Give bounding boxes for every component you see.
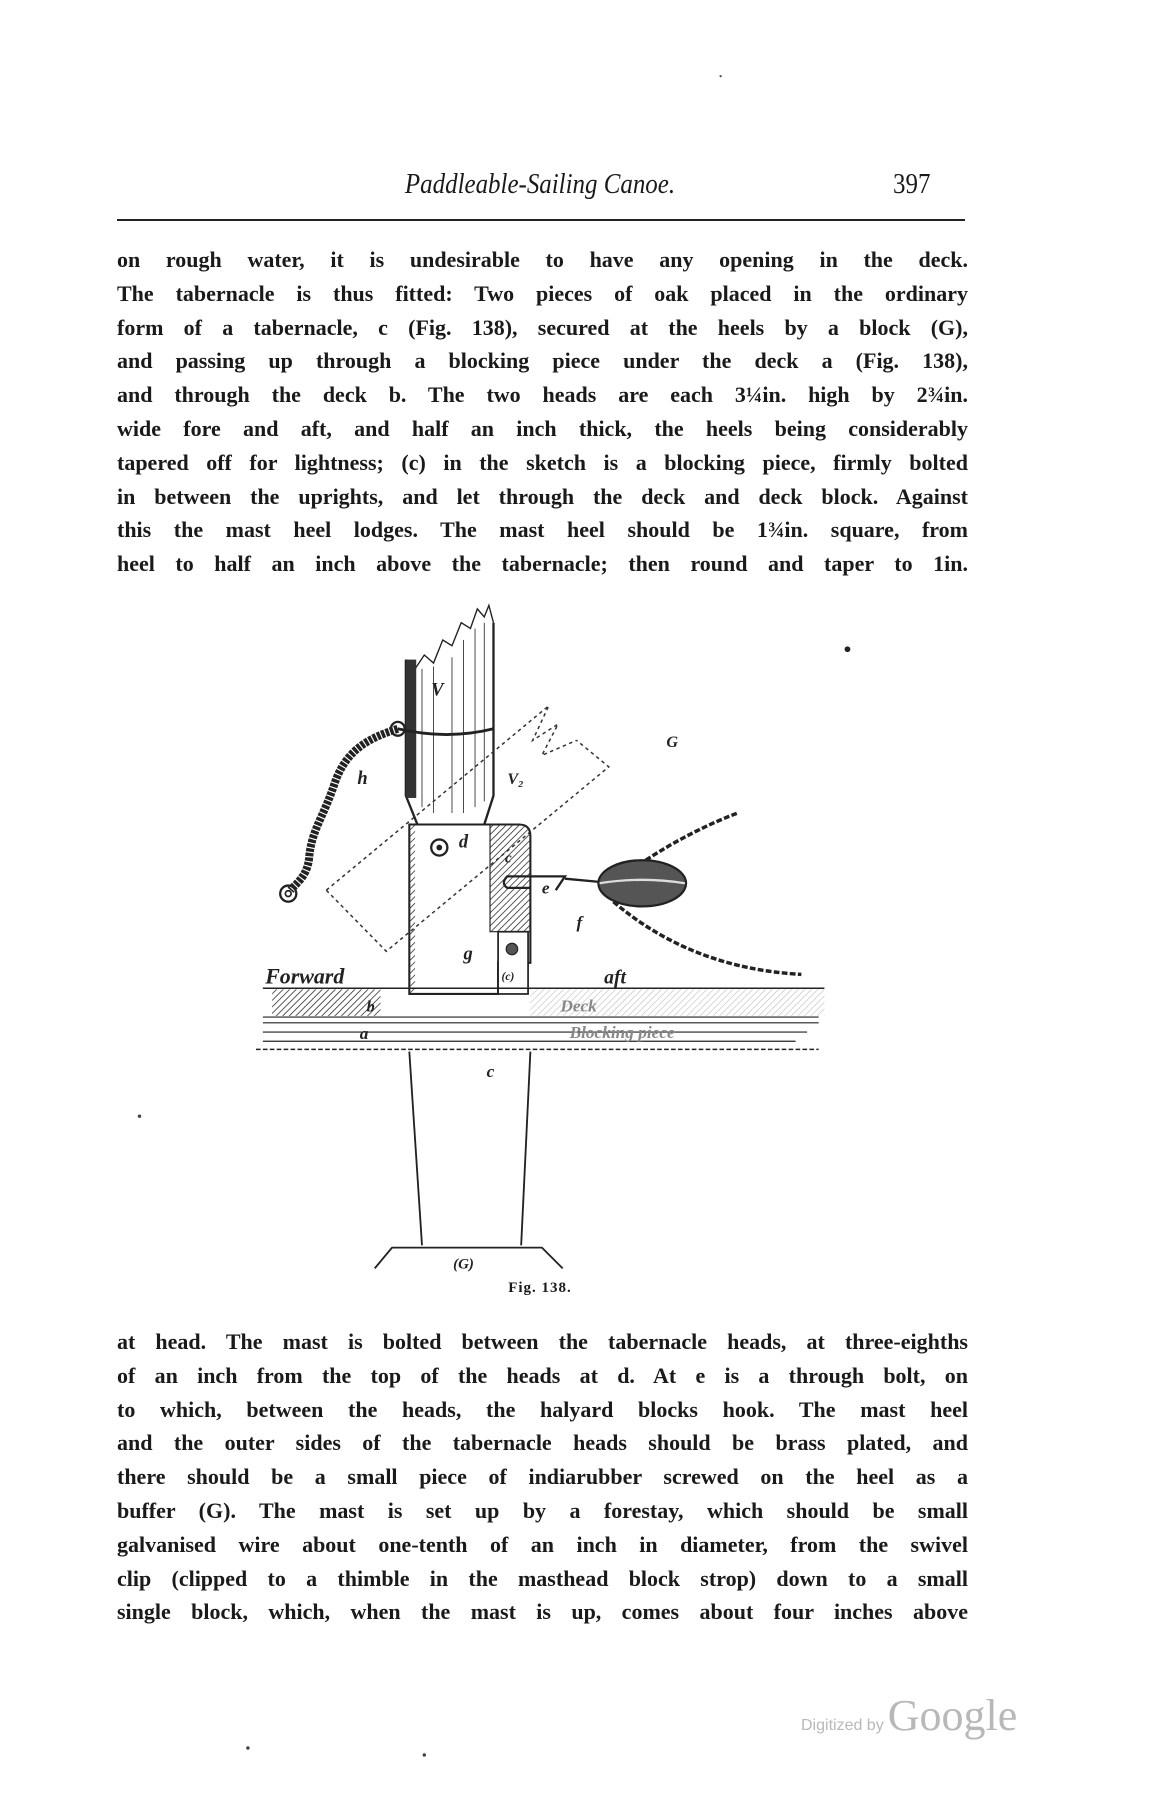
label-blocking-piece: Blocking piece xyxy=(569,1022,675,1042)
text-line: form of a tabernacle, c (Fig. 138), secured at the heels by a block (G), xyxy=(117,314,968,340)
label-h: h xyxy=(357,768,368,789)
label-V: V xyxy=(431,679,444,700)
label-aft: aft xyxy=(604,967,626,989)
digitized-by-google-watermark xyxy=(801,1690,1017,1741)
text-line: heel to half an inch above the tabernacle; then round and taper to 1in. xyxy=(117,551,968,577)
label-b: b xyxy=(366,998,375,1016)
text-line: at head. The mast is bolted between the tabernacle heads, at three-eighths xyxy=(117,1329,968,1354)
text-line: to which, between the heads, the halyard blocks hook. The mast heel xyxy=(117,1396,968,1422)
text-line: in between the uprights, and let through the deck and deck block. Against xyxy=(117,483,968,509)
label-c-upper: c xyxy=(505,850,512,867)
label-a: a xyxy=(359,1023,369,1043)
text-line: and the outer sides of the tabernacle heads should be brass plated, and xyxy=(117,1430,968,1456)
speck xyxy=(845,646,851,652)
text-line: buffer (G). The mast is set up by a forestay, which should be small xyxy=(117,1497,968,1523)
label-c-heel: c xyxy=(486,1061,495,1081)
text-line: of an inch from the top of the heads at d. At e is a through bolt, on xyxy=(117,1362,968,1388)
text-line: and through the deck b. The two heads are each 3¼in. high by 2¾in. xyxy=(117,382,968,408)
label-G-base: (G) xyxy=(453,1256,474,1273)
label-V2: V₂ xyxy=(507,771,524,789)
text-line: The tabernacle is thus fitted: Two pieces of oak placed in the ordinary xyxy=(117,280,968,306)
speck xyxy=(138,1114,141,1117)
text-line: and passing up through a blocking piece under the deck a (Fig. 138), xyxy=(117,348,968,374)
label-g: g xyxy=(463,943,473,964)
text-line: there should be a small piece of indiarubber screwed on the heel as a xyxy=(117,1464,968,1490)
page-number: 397 xyxy=(893,168,931,200)
text-line: on rough water, it is undesirable to have any opening in the deck. xyxy=(117,247,968,272)
halyard-block xyxy=(565,813,801,974)
figure-caption: Fig. 138. xyxy=(508,1280,572,1296)
label-e: e xyxy=(541,878,550,898)
running-head-title: Paddleable-Sailing Canoe. xyxy=(404,168,676,200)
speck xyxy=(719,75,721,77)
watermark-prefix: Digitized by xyxy=(801,1717,884,1734)
speck xyxy=(423,1753,426,1756)
rope-h xyxy=(280,722,405,902)
label-deck: Deck xyxy=(560,996,597,1016)
bolt-c xyxy=(506,943,518,955)
tabernacle-head xyxy=(409,824,565,993)
text-line: clip (clipped to a thimble in the masthead block strop) down to a small xyxy=(117,1565,968,1591)
text-line: single block, which, when the mast is up, comes about four inches above xyxy=(117,1599,968,1625)
speck xyxy=(246,1746,249,1749)
text-line: galvanised wire about one-tenth of an inch in diameter, from the swivel xyxy=(117,1531,968,1557)
tabernacle-heel xyxy=(375,1052,563,1269)
label-d: d xyxy=(458,831,469,852)
label-G: G xyxy=(666,734,679,752)
label-f: f xyxy=(576,913,583,933)
label-forward: Forward xyxy=(265,963,345,989)
text-line: wide fore and aft, and half an inch thick, the heels being considerably xyxy=(117,415,968,441)
text-line: tapered off for lightness; (c) in the sketch is a blocking piece, firmly bolted xyxy=(117,449,968,475)
deck xyxy=(263,988,825,1017)
watermark-brand: Google xyxy=(887,1691,1018,1740)
paragraph-bottom xyxy=(117,1325,968,1629)
label-c-block: (c) xyxy=(501,971,515,984)
blocking-piece xyxy=(256,1023,819,1050)
text-line: this the mast heel lodges. The mast heel should be 1¾in. square, from xyxy=(117,517,968,543)
